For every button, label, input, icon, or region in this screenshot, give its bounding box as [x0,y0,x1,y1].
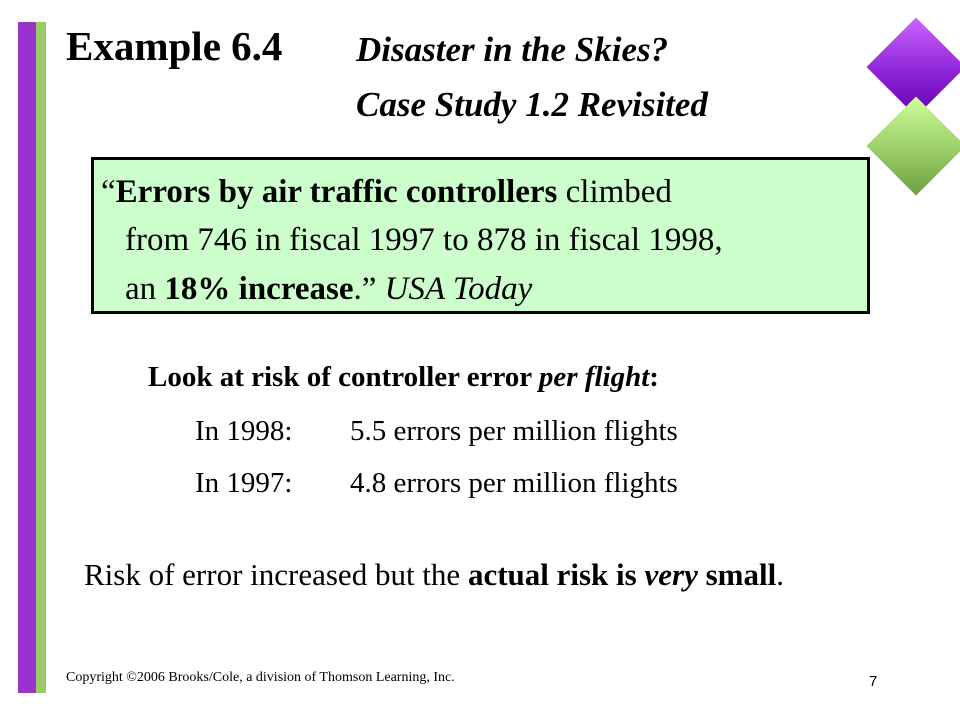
risk-bold1: actual risk is [467,557,645,592]
quote-box [91,157,870,314]
slide-subtitle-line1: Disaster in the Skies? [356,30,669,69]
slide-subtitle-line2: Case Study 1.2 Revisited [356,85,708,124]
quote-line-1 [101,167,672,218]
quote-source: USA Today [384,271,533,307]
look-bold-text: Look at risk of controller error [148,361,539,393]
page-number: 7 [869,673,878,690]
green-diamond-icon [867,97,960,196]
quote-line3-bold: 18% increase [164,271,354,307]
risk-plain: Risk of error increased but the [84,557,468,592]
risk-bold-italic: very [644,557,698,592]
look-heading [148,361,659,394]
quote-bold-lead: Errors by air traffic controllers [115,174,558,210]
row-1997-year: In 1997: [195,467,293,499]
left-purple-bar [18,22,36,693]
risk-bold2: small [697,557,777,592]
row-1998-year: In 1998: [195,415,293,447]
look-italic-text: per flight [538,361,650,393]
slide-title: Example 6.4 [66,23,283,69]
quote-line3-pre: an [125,271,165,307]
risk-conclusion [84,557,784,593]
quote-line-2: from 746 in fiscal 1997 to 878 in fiscal 1998, [125,222,723,258]
quote-line3-post: .” [353,271,385,307]
row-1998-value: 5.5 errors per million flights [350,415,678,447]
quote-line1-rest: climbed [557,174,672,210]
row-1997-value: 4.8 errors per million flights [350,467,678,499]
risk-end: . [776,557,784,592]
quote-line-3 [125,264,532,315]
look-colon: : [649,361,659,393]
copyright-footer: Copyright ©2006 Brooks/Cole, a division of Thomson Learning, Inc. [66,670,455,685]
quote-open-mark: “ [101,174,116,210]
left-green-bar [36,22,46,693]
